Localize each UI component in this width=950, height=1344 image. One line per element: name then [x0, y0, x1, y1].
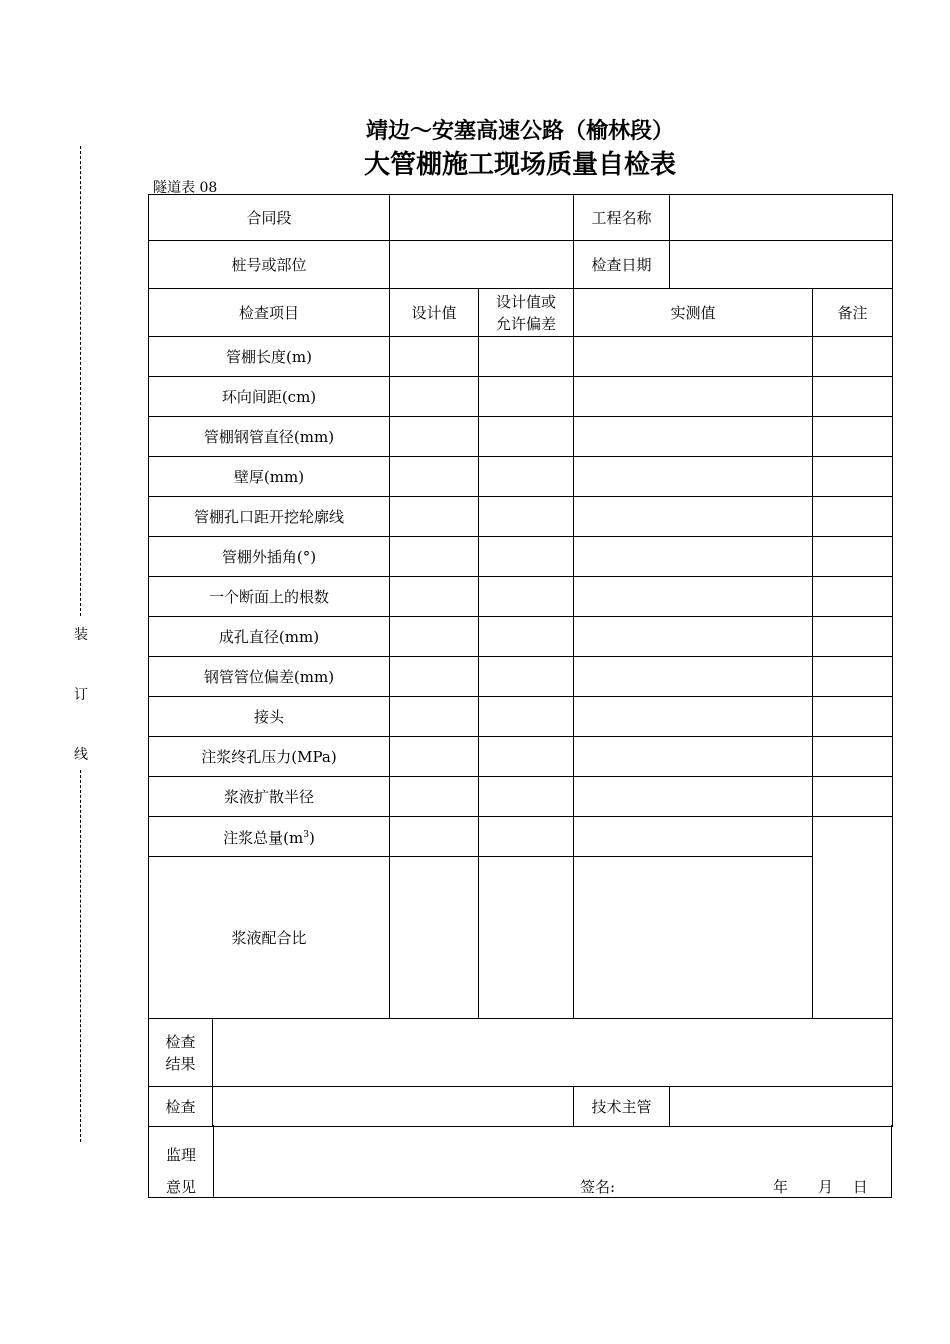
grout-ratio-label: 浆液配合比	[149, 857, 390, 1019]
tolerance-cell[interactable]	[479, 617, 574, 657]
measured-value-cell[interactable]	[574, 377, 813, 417]
grout-total-row	[149, 817, 893, 857]
result-row	[149, 1019, 893, 1087]
supervisor-label-line1: 监理	[165, 1146, 196, 1164]
remark-cell[interactable]	[813, 497, 893, 537]
table-row	[149, 697, 893, 737]
binding-char-1: 装	[74, 627, 88, 643]
remark-cell[interactable]	[813, 617, 893, 657]
form-number: 隧道表 08	[153, 180, 218, 196]
measured-value-cell[interactable]	[574, 537, 813, 577]
design-value-cell[interactable]	[390, 857, 479, 1019]
measured-value-cell[interactable]	[574, 657, 813, 697]
inspection-form-table	[148, 194, 893, 1127]
item-label: 管棚外插角(°)	[149, 537, 390, 577]
measured-value-cell[interactable]	[574, 337, 813, 377]
signoff-row	[149, 1087, 893, 1127]
binding-dashed-line-top	[80, 146, 81, 616]
remark-cell[interactable]	[813, 377, 893, 417]
result-value[interactable]	[213, 1019, 893, 1087]
remark-cell[interactable]	[813, 337, 893, 377]
remark-cell[interactable]	[813, 777, 893, 817]
inspect-date-label: 检查日期	[574, 241, 670, 289]
supervisor-label-line2: 意见	[165, 1178, 196, 1196]
table-row	[149, 737, 893, 777]
binding-char-2: 订	[74, 687, 88, 703]
remark-cell[interactable]	[813, 737, 893, 777]
item-label: 一个断面上的根数	[149, 577, 390, 617]
col-tolerance-header	[479, 289, 574, 337]
project-name-value[interactable]	[670, 195, 893, 241]
binding-dashed-line-bottom	[80, 770, 81, 1142]
remark-cell[interactable]	[813, 457, 893, 497]
form-title-line2: 大管棚施工现场质量自检表	[363, 150, 676, 180]
tolerance-cell[interactable]	[479, 777, 574, 817]
project-name-label: 工程名称	[574, 195, 670, 241]
measured-value-cell[interactable]	[574, 737, 813, 777]
table-row	[149, 537, 893, 577]
inspector-value[interactable]	[213, 1087, 574, 1127]
table-row	[149, 657, 893, 697]
date-suffix: 年 月 日	[773, 1178, 868, 1196]
item-label: 壁厚(mm)	[149, 457, 390, 497]
design-value-cell[interactable]	[390, 377, 479, 417]
design-value-cell[interactable]	[390, 457, 479, 497]
contract-label: 合同段	[149, 195, 390, 241]
design-value-cell[interactable]	[390, 577, 479, 617]
signature-label: 签名:	[580, 1178, 616, 1196]
table-row	[149, 457, 893, 497]
remark-cell[interactable]	[813, 417, 893, 457]
col-item-header: 检查项目	[149, 289, 390, 337]
grout-ratio-row	[149, 857, 893, 1019]
item-label: 接头	[149, 697, 390, 737]
station-row	[149, 241, 893, 289]
measured-value-cell[interactable]	[574, 857, 813, 1019]
item-label: 管棚长度(m)	[149, 337, 390, 377]
supervisor-label	[149, 1139, 213, 1203]
design-value-cell[interactable]	[390, 417, 479, 457]
col-tolerance-line1: 设计值或	[495, 292, 556, 311]
tech-lead-value[interactable]	[670, 1087, 893, 1127]
tolerance-cell[interactable]	[479, 457, 574, 497]
table-row	[149, 337, 893, 377]
measured-value-cell[interactable]	[574, 817, 813, 857]
design-value-cell[interactable]	[390, 337, 479, 377]
table-row	[149, 577, 893, 617]
column-header-row	[149, 289, 893, 337]
design-value-cell[interactable]	[390, 777, 479, 817]
tolerance-cell[interactable]	[479, 377, 574, 417]
result-label	[149, 1019, 213, 1087]
grout-total-superscript: 3	[303, 830, 309, 840]
tech-lead-label: 技术主管	[574, 1087, 670, 1127]
result-label-line1: 检查	[165, 1032, 196, 1051]
measured-value-cell[interactable]	[574, 617, 813, 657]
col-measured-header: 实测值	[574, 289, 813, 337]
design-value-cell[interactable]	[390, 497, 479, 537]
tolerance-cell[interactable]	[479, 737, 574, 777]
item-label: 钢管管位偏差(mm)	[149, 657, 390, 697]
design-value-cell[interactable]	[390, 657, 479, 697]
item-label: 管棚孔口距开挖轮廓线	[149, 497, 390, 537]
item-label: 注浆终孔压力(MPa)	[149, 737, 390, 777]
tolerance-cell[interactable]	[479, 697, 574, 737]
inspector-label: 检查	[149, 1087, 213, 1127]
table-row	[149, 617, 893, 657]
binding-margin	[72, 146, 90, 1142]
inspect-date-value[interactable]	[670, 241, 893, 289]
measured-value-cell[interactable]	[574, 697, 813, 737]
tolerance-cell[interactable]	[479, 417, 574, 457]
measured-value-cell[interactable]	[574, 497, 813, 537]
item-label: 环向间距(cm)	[149, 377, 390, 417]
station-label: 桩号或部位	[149, 241, 390, 289]
design-value-cell[interactable]	[390, 817, 479, 857]
table-row	[149, 497, 893, 537]
station-value[interactable]	[390, 241, 574, 289]
tolerance-cell[interactable]	[479, 337, 574, 377]
item-label: 浆液扩散半径	[149, 777, 390, 817]
tolerance-cell[interactable]	[479, 577, 574, 617]
tolerance-cell[interactable]	[479, 497, 574, 537]
grout-total-label	[149, 817, 390, 857]
design-value-cell[interactable]	[390, 537, 479, 577]
measured-value-cell[interactable]	[574, 417, 813, 457]
contract-value[interactable]	[390, 195, 574, 241]
col-remark-header: 备注	[813, 289, 893, 337]
tolerance-cell[interactable]	[479, 537, 574, 577]
measured-value-cell[interactable]	[574, 577, 813, 617]
binding-char-3: 线	[74, 747, 88, 763]
contract-row	[149, 195, 893, 241]
col-design-header: 设计值	[390, 289, 479, 337]
remark-cell[interactable]	[813, 537, 893, 577]
col-tolerance-line2: 允许偏差	[495, 314, 556, 333]
remark-cell[interactable]	[813, 657, 893, 697]
tolerance-cell[interactable]	[479, 857, 574, 1019]
tolerance-cell[interactable]	[479, 817, 574, 857]
grout-total-close: )	[308, 829, 315, 847]
item-label: 成孔直径(mm)	[149, 617, 390, 657]
table-row	[149, 777, 893, 817]
table-row	[149, 377, 893, 417]
table-row	[149, 417, 893, 457]
design-value-cell[interactable]	[390, 737, 479, 777]
remark-cell-merged[interactable]	[813, 817, 893, 1019]
design-value-cell[interactable]	[390, 697, 479, 737]
grout-total-text: 注浆总量(m	[223, 829, 304, 847]
tolerance-cell[interactable]	[479, 657, 574, 697]
supervisor-opinion-section	[148, 1125, 892, 1198]
form-title-line1: 靖边～安塞高速公路（榆林段）	[365, 119, 674, 144]
design-value-cell[interactable]	[390, 617, 479, 657]
measured-value-cell[interactable]	[574, 777, 813, 817]
remark-cell[interactable]	[813, 697, 893, 737]
measured-value-cell[interactable]	[574, 457, 813, 497]
result-label-line2: 结果	[165, 1054, 196, 1073]
remark-cell[interactable]	[813, 577, 893, 617]
item-label: 管棚钢管直径(mm)	[149, 417, 390, 457]
